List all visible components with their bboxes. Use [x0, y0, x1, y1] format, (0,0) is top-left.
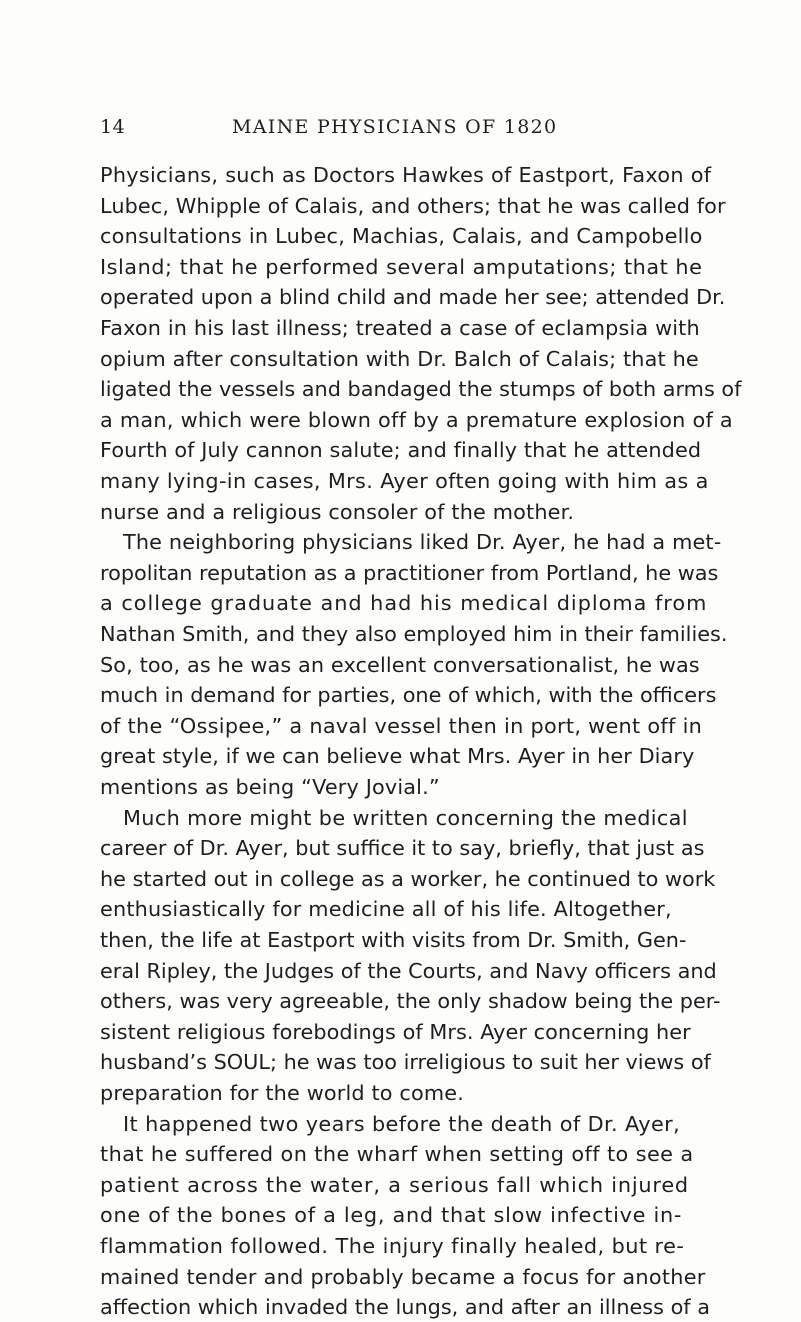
text-line: It happened two years before the death of Dr. Ayer,: [123, 1111, 681, 1136]
text-line: So, too, as he was an excellent conversationalist, he was: [100, 652, 700, 677]
text-line: consultations in Lubec, Machias, Calais, and Campobello: [100, 224, 703, 249]
text-line: a college graduate and had his medical diploma from: [100, 591, 708, 616]
text-line: mained tender and probably became a focus for another: [100, 1264, 706, 1289]
text-line: Lubec, Whipple of Calais, and others; that he was called for: [100, 193, 726, 218]
text-line: he started out in college as a worker, he continued to work: [100, 866, 716, 891]
text-line: one of the bones of a leg, and that slow infective in-: [100, 1203, 683, 1228]
text-line: ligated the vessels and bandaged the stumps of both arms of: [100, 377, 742, 402]
text-line: husband’s SOUL; he was too irreligious to suit her views of: [100, 1050, 711, 1075]
text-line: mentions as being “Very Jovial.”: [100, 775, 440, 799]
text-line: The neighboring physicians liked Dr. Ayer, he had a met-: [123, 530, 722, 555]
text-line: opium after consultation with Dr. Balch of Calais; that he: [100, 346, 699, 371]
text-line: career of Dr. Ayer, but suffice it to say, briefly, that just as: [100, 836, 705, 861]
page-header: [0, 116, 801, 140]
text-line: Much more might be written concerning the medical: [123, 805, 688, 830]
text-line: ropolitan reputation as a practitioner from Portland, he was: [100, 560, 719, 585]
running-head: MAINE PHYSICIANS OF 1820: [232, 116, 558, 138]
text-line: many lying-in cases, Mrs. Ayer often going with him as a: [100, 469, 709, 493]
text-line: flammation followed. The injury finally healed, but re-: [100, 1234, 685, 1258]
text-line: great style, if we can believe what Mrs. Ayer in her Diary: [100, 744, 695, 769]
text-line: much in demand for parties, one of which, with the officers: [100, 683, 717, 708]
text-line: preparation for the world to come.: [100, 1081, 465, 1105]
page-number: 14: [100, 116, 126, 138]
text-line: Physicians, such as Doctors Hawkes of Eastport, Faxon of: [100, 163, 712, 187]
text-line: that he suffered on the wharf when setting off to see a: [100, 1142, 694, 1167]
text-line: patient across the water, a serious fall which injured: [100, 1172, 689, 1197]
text-line: Island; that he performed several amputations; that he: [100, 254, 703, 279]
text-line: Nathan Smith, and they also employed him in their families.: [100, 622, 728, 646]
text-line: then, the life at Eastport with visits from Dr. Smith, Gen-: [100, 928, 687, 952]
text-line: Faxon in his last illness; treated a case of eclampsia with: [100, 316, 700, 340]
text-line: affection which invaded the lungs, and after an illness of a: [100, 1295, 710, 1320]
text-line: sistent religious forebodings of Mrs. Ayer concerning her: [100, 1019, 691, 1044]
text-line: others, was very agreeable, the only shadow being the per-: [100, 989, 721, 1014]
text-line: Fourth of July cannon salute; and finally that he attended: [100, 438, 702, 463]
text-line: a man, which were blown off by a premature explosion of a: [100, 407, 733, 432]
text-line: of the “Ossipee,” a naval vessel then in port, went off in: [100, 713, 703, 738]
text-line: eral Ripley, the Judges of the Courts, and Navy officers and: [100, 958, 717, 983]
text-line: operated upon a blind child and made her see; attended Dr.: [100, 285, 726, 310]
text-line: enthusiastically for medicine all of his life. Altogether,: [100, 897, 672, 922]
text-line: nurse and a religious consoler of the mother.: [100, 499, 575, 524]
